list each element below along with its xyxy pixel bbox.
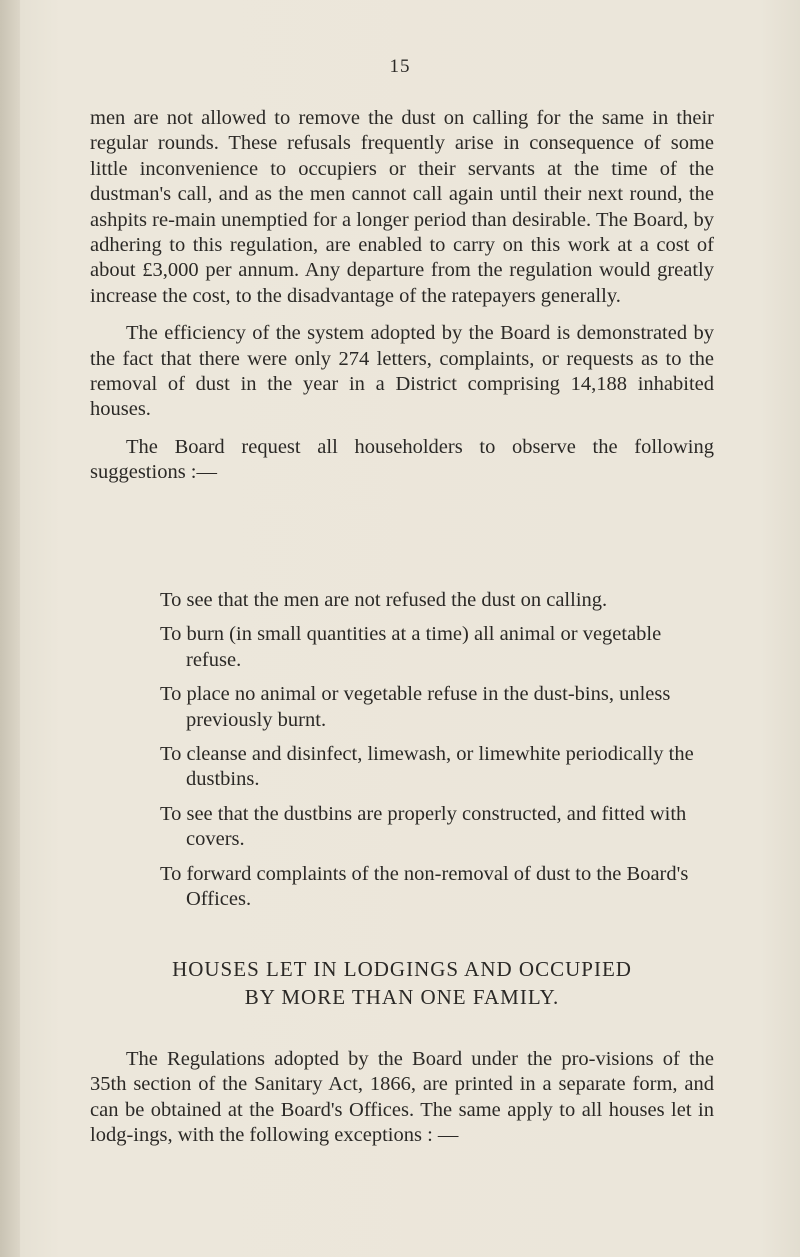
section-heading-line2: BY MORE THAN ONE FAMILY. xyxy=(244,985,560,1009)
body-text-bottom xyxy=(90,1047,714,1161)
paragraph-dust-removal: men are not allowed to remove the dust on calling for the same in their regular rounds. These refusals frequently arise in consequence of some little inconvenience to occupiers or their servants at the time of the dustman's call, and as the men cannot call again until their next round, the ashpits re-main unemptied for a longer period than desirable. The Board, by adhering to this regulation, are enabled to carry on this work at a cost of about £3,000 per annum. Any departure from the regulation would greatly increase the cost, to the disadvantage of the ratepayers generally. xyxy=(90,107,714,307)
section-heading-line1: HOUSES LET IN LODGINGS AND OCCUPIED xyxy=(172,957,632,981)
paragraph-regulations: The Regulations adopted by the Board under the pro-visions of the 35th section of the Sanitary Act, 1866, are printed in a separate form, and can be obtained at the Board's Offices. The same apply to all houses let in lodg-ings, with the following exceptions : — xyxy=(90,1048,714,1147)
page-number: 15 xyxy=(389,56,411,77)
list-item: To cleanse and disinfect, limewash, or limewhite periodically the dustbins. xyxy=(160,743,694,791)
list-item: To see that the dustbins are properly constructed, and fitted with covers. xyxy=(160,802,687,851)
paragraph-request: The Board request all householders to observe the following suggestions :— xyxy=(90,435,714,484)
list-item: To see that the men are not refused the dust on calling. xyxy=(160,589,608,611)
section-heading xyxy=(90,955,714,1011)
page-binding-edge xyxy=(0,0,20,1257)
paragraph-efficiency: The efficiency of the system adopted by the Board is demonstrated by the fact that there were only 274 letters, complaints, or requests as to the removal of dust in the year in a District comprising 14,188 inhabited houses. xyxy=(90,322,714,421)
suggestions-list xyxy=(160,588,716,921)
body-text-top xyxy=(90,106,714,498)
list-item: To place no animal or vegetable refuse in the dust-bins, unless previously burnt. xyxy=(160,683,671,731)
list-item: To forward complaints of the non-removal of dust to the Board's Offices. xyxy=(160,862,689,911)
list-item: To burn (in small quantities at a time) all animal or vegetable refuse. xyxy=(160,623,662,671)
